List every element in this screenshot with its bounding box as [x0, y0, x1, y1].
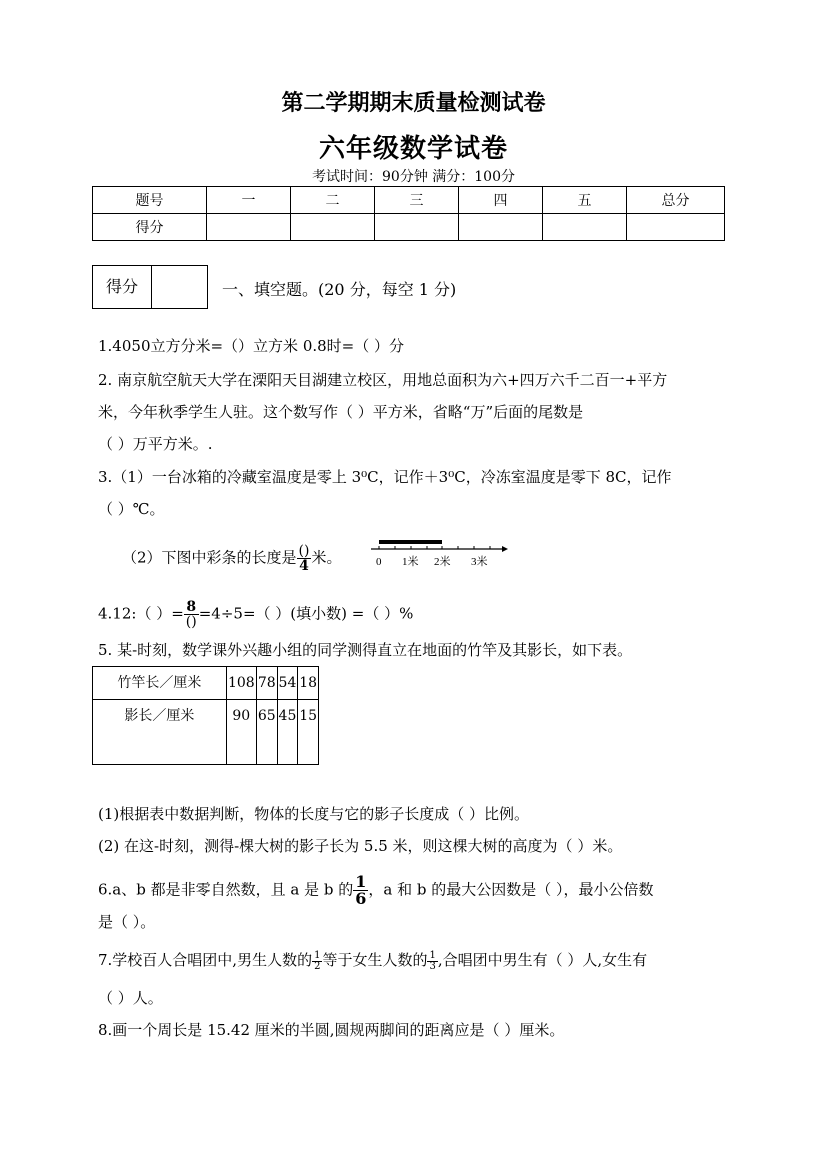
question-6-line-1 [98, 874, 654, 907]
bamboo-row-shadow [93, 700, 319, 765]
question-5: 5. 某-时刻，数学课外兴趣小组的同学测得直立在地面的竹竿及其影长，如下表。 [98, 641, 633, 659]
q4-text-post: =4÷5=（ ）(填小数) =（ ）% [198, 604, 414, 623]
question-2-line-2: 米，今年秋季学生人驻。这个数写作（ ）平方米，省略“万”后面的尾数是 [98, 403, 584, 421]
q6-text-post: ，a 和 b 的最大公因数是（ ），最小公倍数 [368, 880, 654, 899]
score-cell [543, 214, 627, 241]
score-header-cell: 一 [207, 187, 291, 214]
q7-f2-numerator: 1 [429, 949, 436, 961]
score-cell [207, 214, 291, 241]
score-header-cell: 四 [459, 187, 543, 214]
question-2-line-3: （ ）万平方米。. [98, 435, 213, 453]
score-header-cell: 总分 [627, 187, 725, 214]
section-title: 一、填空题。(20 分，每空 1 分) [222, 280, 457, 299]
bamboo-length-cell: 18 [298, 667, 319, 700]
tick-label-2: 2米 [434, 556, 451, 568]
question-5-part-1: (1)根据表中数据判断，物体的长度与它的影子长度成（ ）比例。 [98, 805, 530, 823]
q4-denominator: () [185, 614, 197, 630]
question-3-line-2: （ ）℃。 [98, 500, 165, 518]
score-header-cell: 二 [291, 187, 375, 214]
question-7-line-1 [98, 950, 647, 972]
q6-numerator: 1 [355, 872, 367, 891]
q4-text-pre: 4.12:（ ）= [98, 604, 184, 623]
bamboo-length-cell: 78 [256, 667, 277, 700]
q4-fraction [184, 600, 199, 629]
exam-info: 考试时间：90分钟 满分：100分 [312, 169, 515, 185]
question-2-line-1: 2. 南京航空航天大学在溧阳天目湖建立校区，用地总面积为六+四万六千二百一+平方 [98, 371, 668, 389]
bamboo-shadow-cell: 65 [256, 700, 277, 765]
score-table-header-row [93, 187, 725, 214]
q7-f1-denominator: 2 [314, 960, 321, 972]
question-3-part-2 [122, 544, 342, 573]
number-line-figure [368, 537, 510, 573]
section-score-box [92, 265, 208, 309]
question-8: 8.画一个周长是 15.42 厘米的半圆,圆规两脚间的距离应是（ ）厘米。 [98, 1021, 565, 1039]
q7-fraction-2 [427, 951, 437, 972]
q3-2-fraction [297, 544, 312, 573]
q6-text-pre: 6.a、b 都是非零自然数，且 a 是 b 的 [98, 880, 354, 899]
q3-2-denominator: 4 [299, 558, 309, 574]
tick-label-0: 0 [376, 556, 382, 568]
bamboo-shadow-cell: 45 [277, 700, 298, 765]
bamboo-row-length [93, 667, 319, 700]
score-cell [627, 214, 725, 241]
score-header-cell: 三 [375, 187, 459, 214]
tick-label-1: 1米 [402, 556, 419, 568]
bamboo-length-cell: 108 [226, 667, 256, 700]
bamboo-length-cell: 54 [277, 667, 298, 700]
q7-text-a: 7.学校百人合唱团中,男生人数的 [98, 951, 313, 969]
score-table [92, 186, 725, 241]
question-6-line-2: 是（ ）。 [98, 913, 156, 931]
bamboo-row-label: 影长／厘米 [93, 700, 227, 765]
score-row-label: 得分 [93, 214, 207, 241]
score-header-cell: 五 [543, 187, 627, 214]
q6-fraction [353, 874, 368, 907]
q3-2-text-pre: （2）下图中彩条的长度是 [122, 548, 297, 567]
q7-text-b: 等于女生人数的 [322, 951, 428, 969]
score-header-cell: 题号 [93, 187, 207, 214]
exam-title: 第二学期期末质量检测试卷 [281, 90, 546, 116]
q3-2-text-post: 米。 [311, 548, 342, 567]
bamboo-shadow-cell: 90 [226, 700, 256, 765]
section-score-label: 得分 [93, 266, 152, 308]
tick-label-3: 3米 [471, 556, 488, 568]
question-7-line-2: （ ）人。 [98, 989, 163, 1007]
colored-strip-bar [379, 540, 442, 544]
number-line-arrow [502, 546, 508, 552]
q7-f2-denominator: 3 [429, 960, 436, 972]
q6-denominator: 6 [355, 889, 367, 908]
bamboo-shadow-table [92, 666, 319, 765]
question-1: 1.4050立方分米=（）立方米 0.8时=（ ）分 [98, 337, 405, 355]
q4-numerator: 8 [184, 600, 199, 615]
score-cell [459, 214, 543, 241]
bamboo-shadow-cell: 15 [298, 700, 319, 765]
q7-text-c: ,合唱团中男生有（ ）人,女生有 [437, 951, 648, 969]
score-table-score-row [93, 214, 725, 241]
score-cell [291, 214, 375, 241]
main-title: 六年级数学试卷 [318, 134, 508, 164]
q7-fraction-1 [312, 951, 322, 972]
question-5-part-2: (2) 在这-时刻，测得-棵大树的影子长为 5.5 米，则这棵大树的高度为（ ）米。 [98, 837, 623, 855]
score-cell [375, 214, 459, 241]
bamboo-row-label: 竹竿长／厘米 [93, 667, 227, 700]
question-4 [98, 600, 413, 629]
q7-f1-numerator: 1 [314, 949, 321, 961]
question-3-line-1: 3.（1）一台冰箱的冷藏室温度是零上 3⁰C，记作＋3⁰C，冷冻室温度是零下 8C，记作 [98, 468, 672, 486]
q3-2-numerator: () [298, 543, 310, 559]
